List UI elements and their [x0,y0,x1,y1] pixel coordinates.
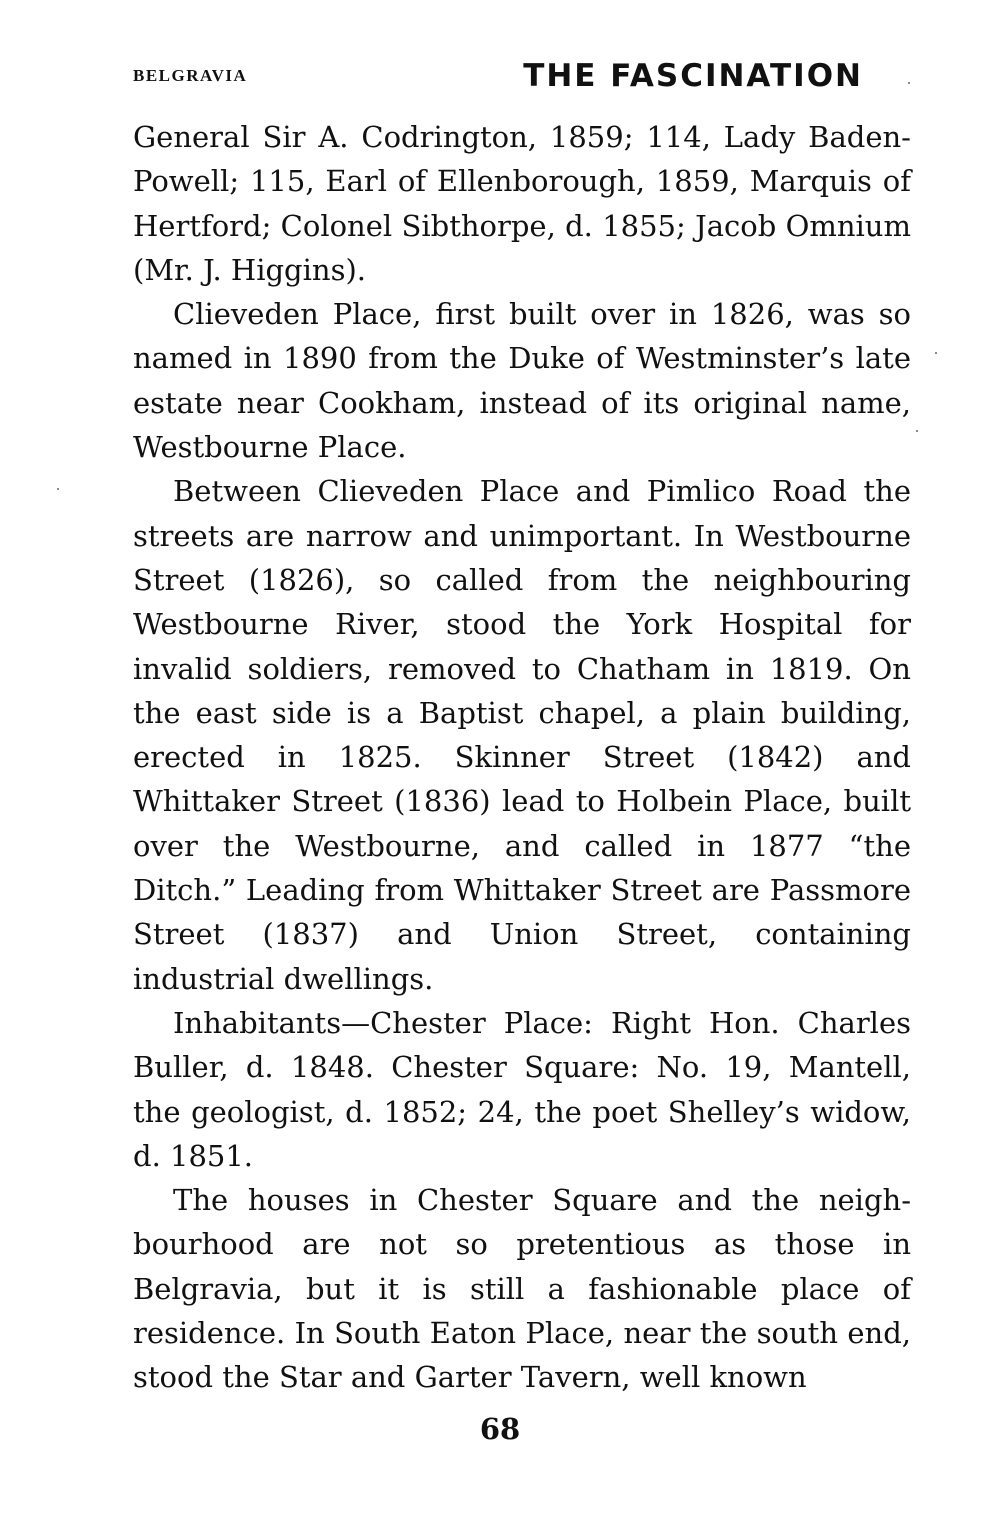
print-speck [935,352,937,354]
print-speck [916,430,918,432]
paragraph-chester-inhabitants: Inhabitants—Chester Place: Right Hon. Charles Buller, d. 1848. Chester Square: No. 19, Mantell, the geologist, d. 1852; 24, the poet Shelley’s widow, d. 1851. [133,1005,911,1173]
print-speck [908,82,910,84]
body-text [133,115,911,1400]
print-speck [57,488,59,490]
paragraph-clieveden-place: Clieveden Place, first built over in 1826, was so named in 1890 from the Duke of Westminster’s late estate near Cookham, instead of its original name, Westbourne Place. [133,297,911,465]
running-head [133,58,863,98]
paragraph-westbourne-street: Between Clieveden Place and Pimlico Road the streets are narrow and unimportant. In Westbourne Street (1826), so called from the neighbouring Westbourne River, stood the York Hospital for invalid soldiers, removed to Chatham in 1819. On the east side is a Baptist chapel, a plain building, erected in 1825. Skinner Street (1842) and Whittaker Street (1836) lead to Holbein Place, built over the Westbourne, and called in 1877 “the Ditch.” Leading from Whittaker Street are Passmore Street (1837) and Union Street, containing industrial dwellings. [133,474,911,996]
book-title: THE FASCINATION [523,58,863,94]
page-number: 68 [479,1412,521,1446]
paragraph-inhabitants-list: General Sir A. Codrington, 1859; 114, Lady Baden-Powell; 115, Earl of Ellenborough, 1859, Marquis of Hertford; Colonel Sibthorpe, d. 1855; Jacob Omnium (Mr. J. Higgins). [133,120,911,287]
section-label: BELGRAVIA [133,66,248,85]
paragraph-chester-square: The houses in Chester Square and the neighbourhood are not so pretentious as those in Belgravia, but it is still a fashionable place of residence. In South Eaton Place, near the south end, stood the Star and Garter Tavern, well known [133,1183,911,1395]
